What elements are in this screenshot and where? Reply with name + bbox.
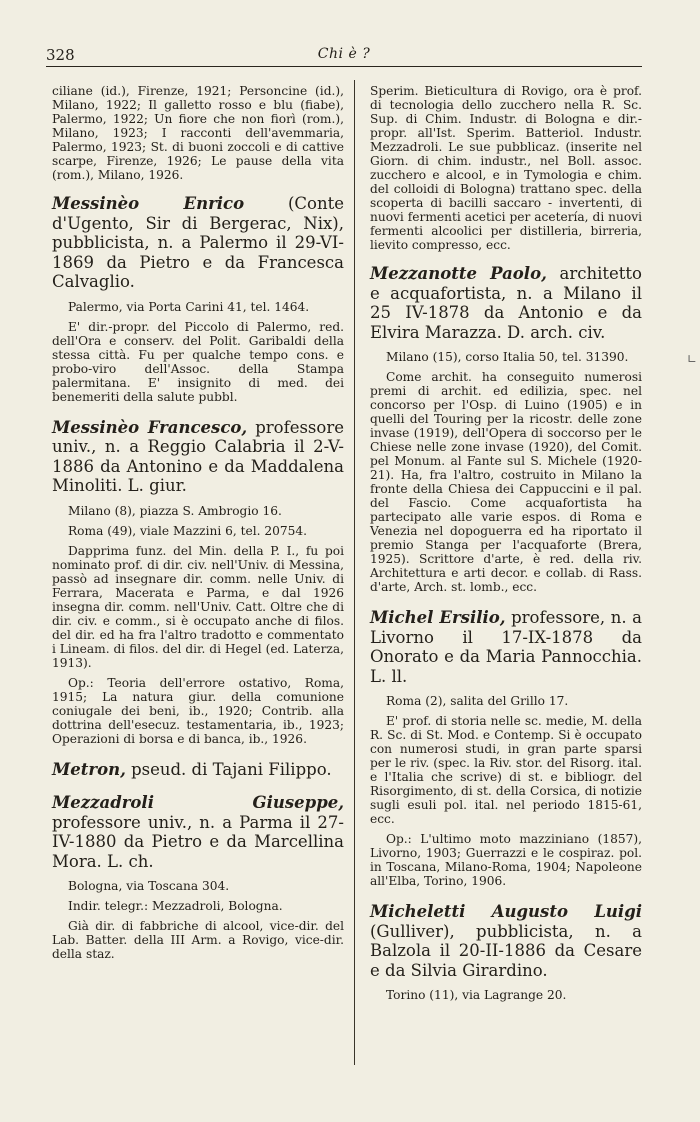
entry-heading-details: professore univ., n. a Reggio Calabria il 2-V-1886 da Antonino e da Maddalena Minoliti. L. giur.	[52, 417, 344, 495]
entry-name: Mezzanotte Paolo,	[370, 264, 547, 283]
margin-mark: ∟	[687, 352, 698, 366]
entry-name: Messinèo Francesco,	[52, 417, 248, 437]
entry-name: Messinèo Enrico	[52, 194, 245, 213]
entry-paragraph: Roma (49), viale Mazzini 6, tel. 20754.	[68, 523, 308, 538]
right-column	[370, 84, 642, 1016]
entry-paragraph: Palermo, via Porta Carini 41, tel. 1464.	[68, 299, 310, 314]
entry-mezzanotte-paolo	[370, 264, 642, 594]
entry-heading-details: architetto e acquafortista, n. a Milano il 25 IV-1878 da Antonio e da Elvira Marazza. D. arch. civ.	[370, 264, 642, 342]
entry-heading	[370, 902, 642, 980]
continued-fragment: ciliane (id.), Firenze, 1921; Personcine (id.), Milano, 1922; Il galletto rosso e blu (fiabe), Palermo, 1922; Un fiore che non fiorì (rom.), Milano, 1923; I racconti dell'avemmaria, Palermo, 1923; St. di buoni zoccoli e di cattive scarpe, Firenze, 1926; Le pause della vita (rom.), Milano, 1926.	[52, 84, 344, 182]
entry-paragraph: Op.: L'ultimo moto mazziniano (1857), Livorno, 1903; Guerrazzi e le cospiraz. pol. in Toscana, Milano-Roma, 1904; Napoleone all'Elba, Torino, 1906.	[370, 832, 642, 888]
continued-fragment: Sperim. Bieticultura di Rovigo, ora è prof. di tecnologia dello zucchero nella R. Sc. Sup. di Chim. Industr. di Bologna e dir.-propr. all'Ist. Sperim. Batteriol. Industr. Mezzadroli. Le sue pubblicaz. (inserite nel Giorn. di chim. industr., nel Boll. assoc. zucchero e alcool, e in Tymologia e chim. del colloidi di Bologna) trattano spec. della scoperta di bacilli saccaro - invertenti, di nuovi fermenti acetici per acetería, di nuovi fermenti alcoolici per distilleria, birreria, lievito compresso, ecc.	[370, 84, 642, 252]
entry-heading-details: professore univ., n. a Parma il 27-IV-1880 da Pietro e da Marcellina Mora. L. ch.	[52, 812, 344, 871]
entry-paragraph: E' dir.-propr. del Piccolo di Palermo, red. dell'Ora e conserv. del Polit. Garibaldi della stessa città. Fu per qualche tempo cons. e probo-viro dell'Assoc. della Stampa palermitana. E' insignito di med. dei benemeriti della salute pubbl.	[52, 319, 344, 404]
entry-heading	[52, 418, 344, 496]
entry-name: Mezzadroli Giuseppe,	[52, 793, 344, 812]
column-divider	[354, 80, 355, 1065]
entry-name: Micheletti Augusto Luigi	[370, 902, 642, 921]
entry-paragraph: Torino (11), via Lagrange 20.	[386, 988, 567, 1002]
entry-heading	[52, 194, 344, 292]
entry-paragraph: Già dir. di fabbriche di alcool, vice-dir. del Lab. Batter. della III Arm. a Rovigo, vice-dir. della staz.	[52, 919, 344, 961]
entry-messineo-enrico	[52, 194, 344, 404]
entry-heading	[370, 264, 642, 342]
entry-heading	[370, 608, 642, 686]
entry-paragraph: Milano (15), corso Italia 50, tel. 31390.	[386, 350, 629, 364]
entry-heading-details: (Conte d'Ugento, Sir di Bergerac, Nix), pubblicista, n. a Palermo il 29-VI-1869 da Pietro e da Francesca Calvaglio.	[52, 194, 344, 291]
entry-mezzadroli-giuseppe	[52, 793, 344, 961]
entry-name: Michel Ersilio,	[370, 608, 506, 627]
page-number: 328	[46, 46, 75, 64]
entry-michel-ersilio	[370, 608, 642, 888]
running-head: Chi è ?	[317, 46, 371, 62]
entry-heading-details: professore, n. a Livorno il 17-IX-1878 da Onorato e da Maria Pannocchia. L. ll.	[370, 608, 642, 686]
entry-paragraph: Milano (8), piazza S. Ambrogio 16.	[68, 503, 282, 518]
entry-paragraph: E' prof. di storia nelle sc. medie, M. della R. Sc. di St. Mod. e Contemp. Si è occupato con numerosi studi, in gran parte sparsi per le riv. (spec. la Riv. stor. del Risorg. ital. e l'Italia che scrive) di st. e bibliogr. del Risorgimento, di st. della Corsica, di notizie sugli esuli pol. ital. nel periodo 1815-61, ecc.	[370, 714, 642, 826]
entry-paragraph: Bologna, via Toscana 304.	[68, 879, 230, 893]
entry-metron	[52, 760, 344, 780]
left-column	[52, 84, 344, 975]
entry-heading	[52, 793, 344, 871]
entry-name: Metron,	[52, 759, 126, 779]
entry-messineo-francesco	[52, 418, 344, 746]
entry-heading	[52, 760, 344, 780]
entry-heading-details: pseud. di Tajani Filippo.	[125, 759, 332, 779]
entry-heading-details: (Gulliver), pubblicista, n. a Balzola il 20-II-1886 da Cesare e da Silvia Girardino.	[370, 921, 642, 980]
entry-micheletti-augusto-luigi	[370, 902, 642, 1002]
entry-paragraph: Indir. telegr.: Mezzadroli, Bologna.	[68, 899, 283, 913]
entry-paragraph: Op.: Teoria dell'errore ostativo, Roma, 1915; La natura giur. della comunione coniugale dei beni, ib., 1920; Contrib. alla dottrina dell'esecuz. testamentaria, ib., 1923; Operazioni di borsa e di banca, ib., 1926.	[52, 675, 344, 746]
entry-paragraph: Dapprima funz. del Min. della P. I., fu poi nominato prof. di dir. civ. nell'Univ. di Messina, passò ad insegnare dir. comm. nelle Univ. di Ferrara, Macerata e Parma, e dal 1926 insegna dir. comm. nell'Univ. Catt. Oltre che di dir. civ. e comm., si è occupato anche di filos. del dir. ed ha fra l'altro tradotto e commentato i Lineam. di filos. del dir. di Hegel (ed. Laterza, 1913).	[52, 543, 344, 670]
page-header	[46, 44, 642, 67]
entry-paragraph: Come archit. ha conseguito numerosi premi di archit. ed edilizia, spec. nel concorso per l'Osp. di Luino (1905) e in quelli del Touring per la ricostr. delle zone invase (1919), dell'Opera di soccorso per le Chiese nelle zone invase (1920), del Comit. pel Monum. al Fante sul S. Michele (1920-21). Ha, fra l'altro, costruito in Milano la fronte della Chiesa dei Cappuccini e il pal. del Fascio. Come acquafortista ha partecipato alle varie espos. di Roma e Venezia nel dopoguerra ed ha riportato il premio Stanga per l'acquaforte (Brera, 1925). Scrittore d'arte, è red. della riv. Architettura e arti decor. e collab. di Rass. d'arte, Arch. st. lomb., ecc.	[370, 370, 642, 594]
entry-paragraph: Roma (2), salita del Grillo 17.	[386, 694, 569, 708]
